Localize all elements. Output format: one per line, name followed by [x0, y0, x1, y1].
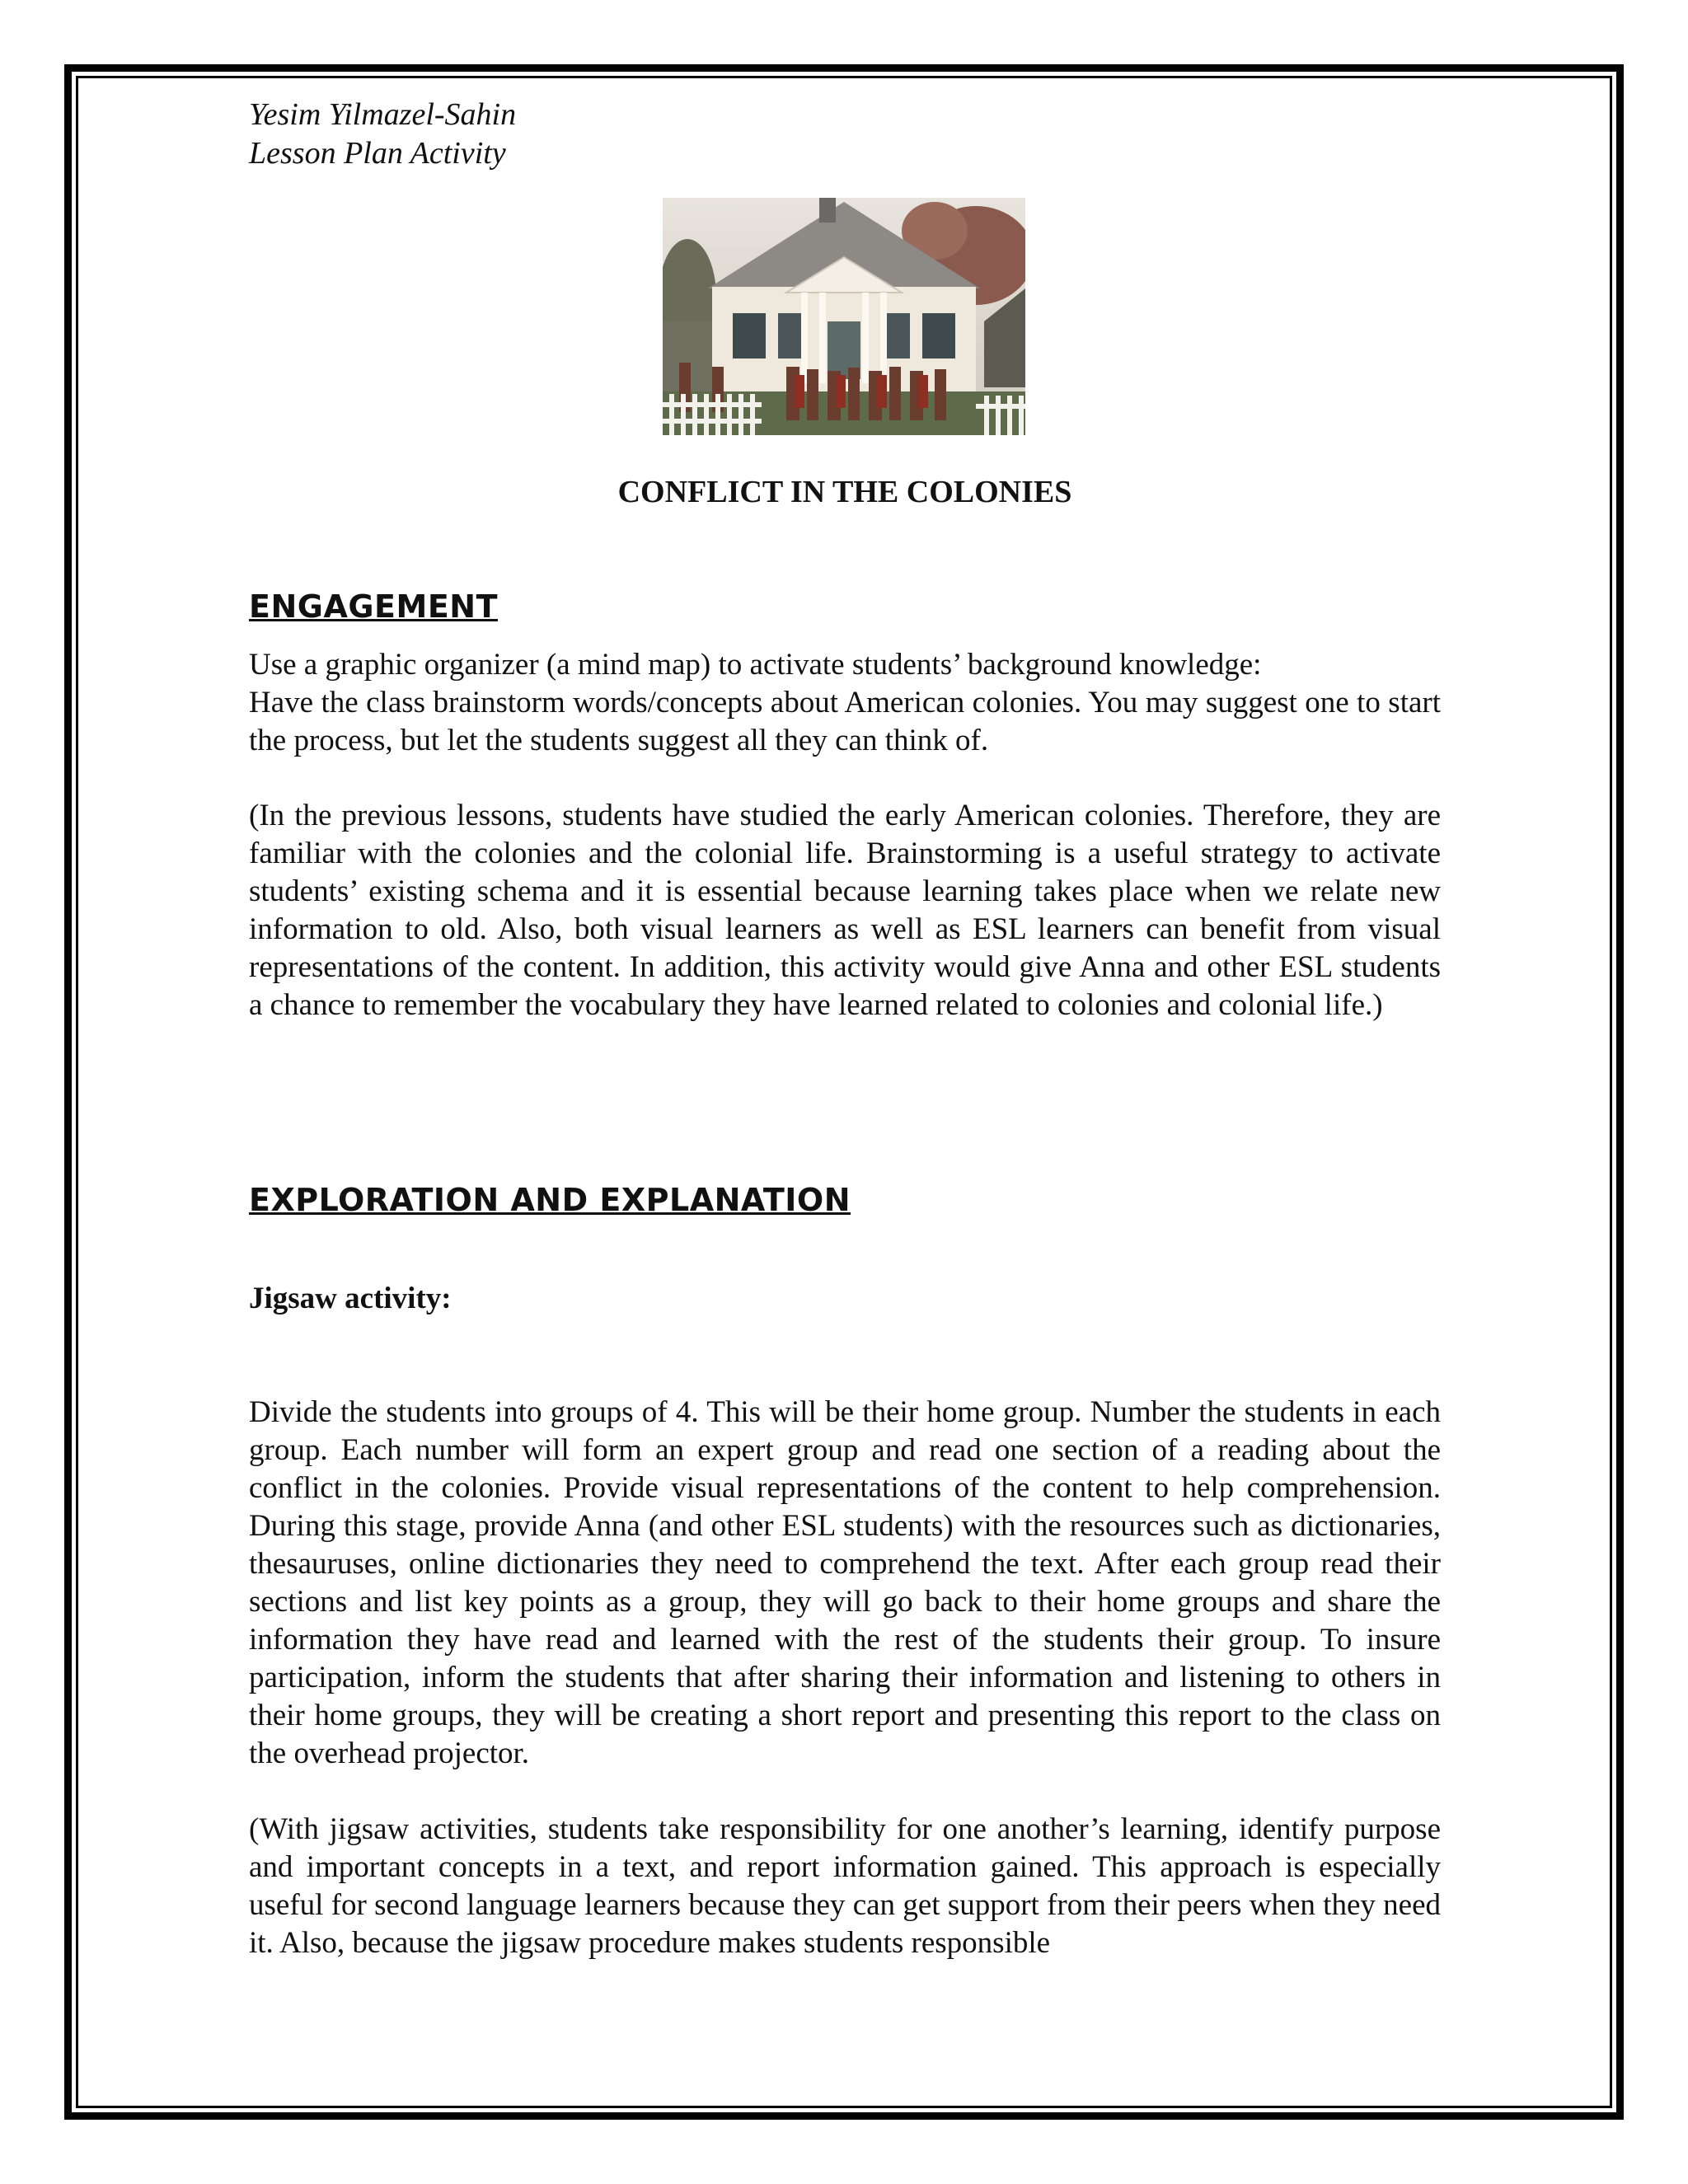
colonial-house-photo	[663, 198, 1025, 435]
engagement-intro-line2: Have the class brainstorm words/concepts about American colonies. You may suggest one to start the process, but let the students suggest all they can think of.	[249, 686, 1441, 757]
author-name: Yesim Yilmazel-Sahin	[249, 97, 517, 132]
document-title: CONFLICT IN THE COLONIES	[617, 475, 1072, 509]
jigsaw-rationale: (With jigsaw activities, students take responsibility for one another’s learning, identify purpose and important concepts in a text, and report information gained. This approach is especially useful for second language learners because they can get support from their peers when they need it. Also, because the jigsaw procedure makes students responsible	[249, 1812, 1441, 1960]
jigsaw-body: Divide the students into groups of 4. This will be their home group. Number the students in each group. Each number will form an expert group and read one section of a reading about the conflict in the colonies. Provide visual representations of the content to help comprehension. During this stage, provide Anna (and other ESL students) with the resources such as dictionaries, thesauruses, online dictionaries they need to comprehend the text. After each group read their sections and list key points as a group, they will go back to their home groups and share the information they have read and learned with the rest of the students their group. To insure participation, inform the students that after sharing their information and listening to others in their home groups, they will be creating a short report and presenting this report to the class on the overhead projector.	[249, 1395, 1441, 1770]
author-block	[249, 96, 516, 173]
exploration-heading: EXPLORATION AND EXPLANATION	[249, 1182, 851, 1218]
engagement-intro	[249, 646, 1441, 760]
jigsaw-subheading: Jigsaw activity:	[249, 1282, 452, 1315]
engagement-intro-line1: Use a graphic organizer (a mind map) to activate students’ background knowledge:	[249, 648, 1262, 682]
engagement-heading: ENGAGEMENT	[249, 588, 499, 625]
engagement-rationale: (In the previous lessons, students have studied the early American colonies. Therefore, they are familiar with the colonies and the colonial life. Brainstorming is a useful strategy to activate students’ existing schema and it is essential because learning takes place when we relate new information to old. Also, both visual learners as well as ESL learners can benefit from visual representations of the content. In addition, this activity would give Anna and other ESL students a chance to remember the vocabulary they have learned related to colonies and colonial life.)	[249, 799, 1441, 1022]
document-subtitle: Lesson Plan Activity	[249, 136, 506, 171]
